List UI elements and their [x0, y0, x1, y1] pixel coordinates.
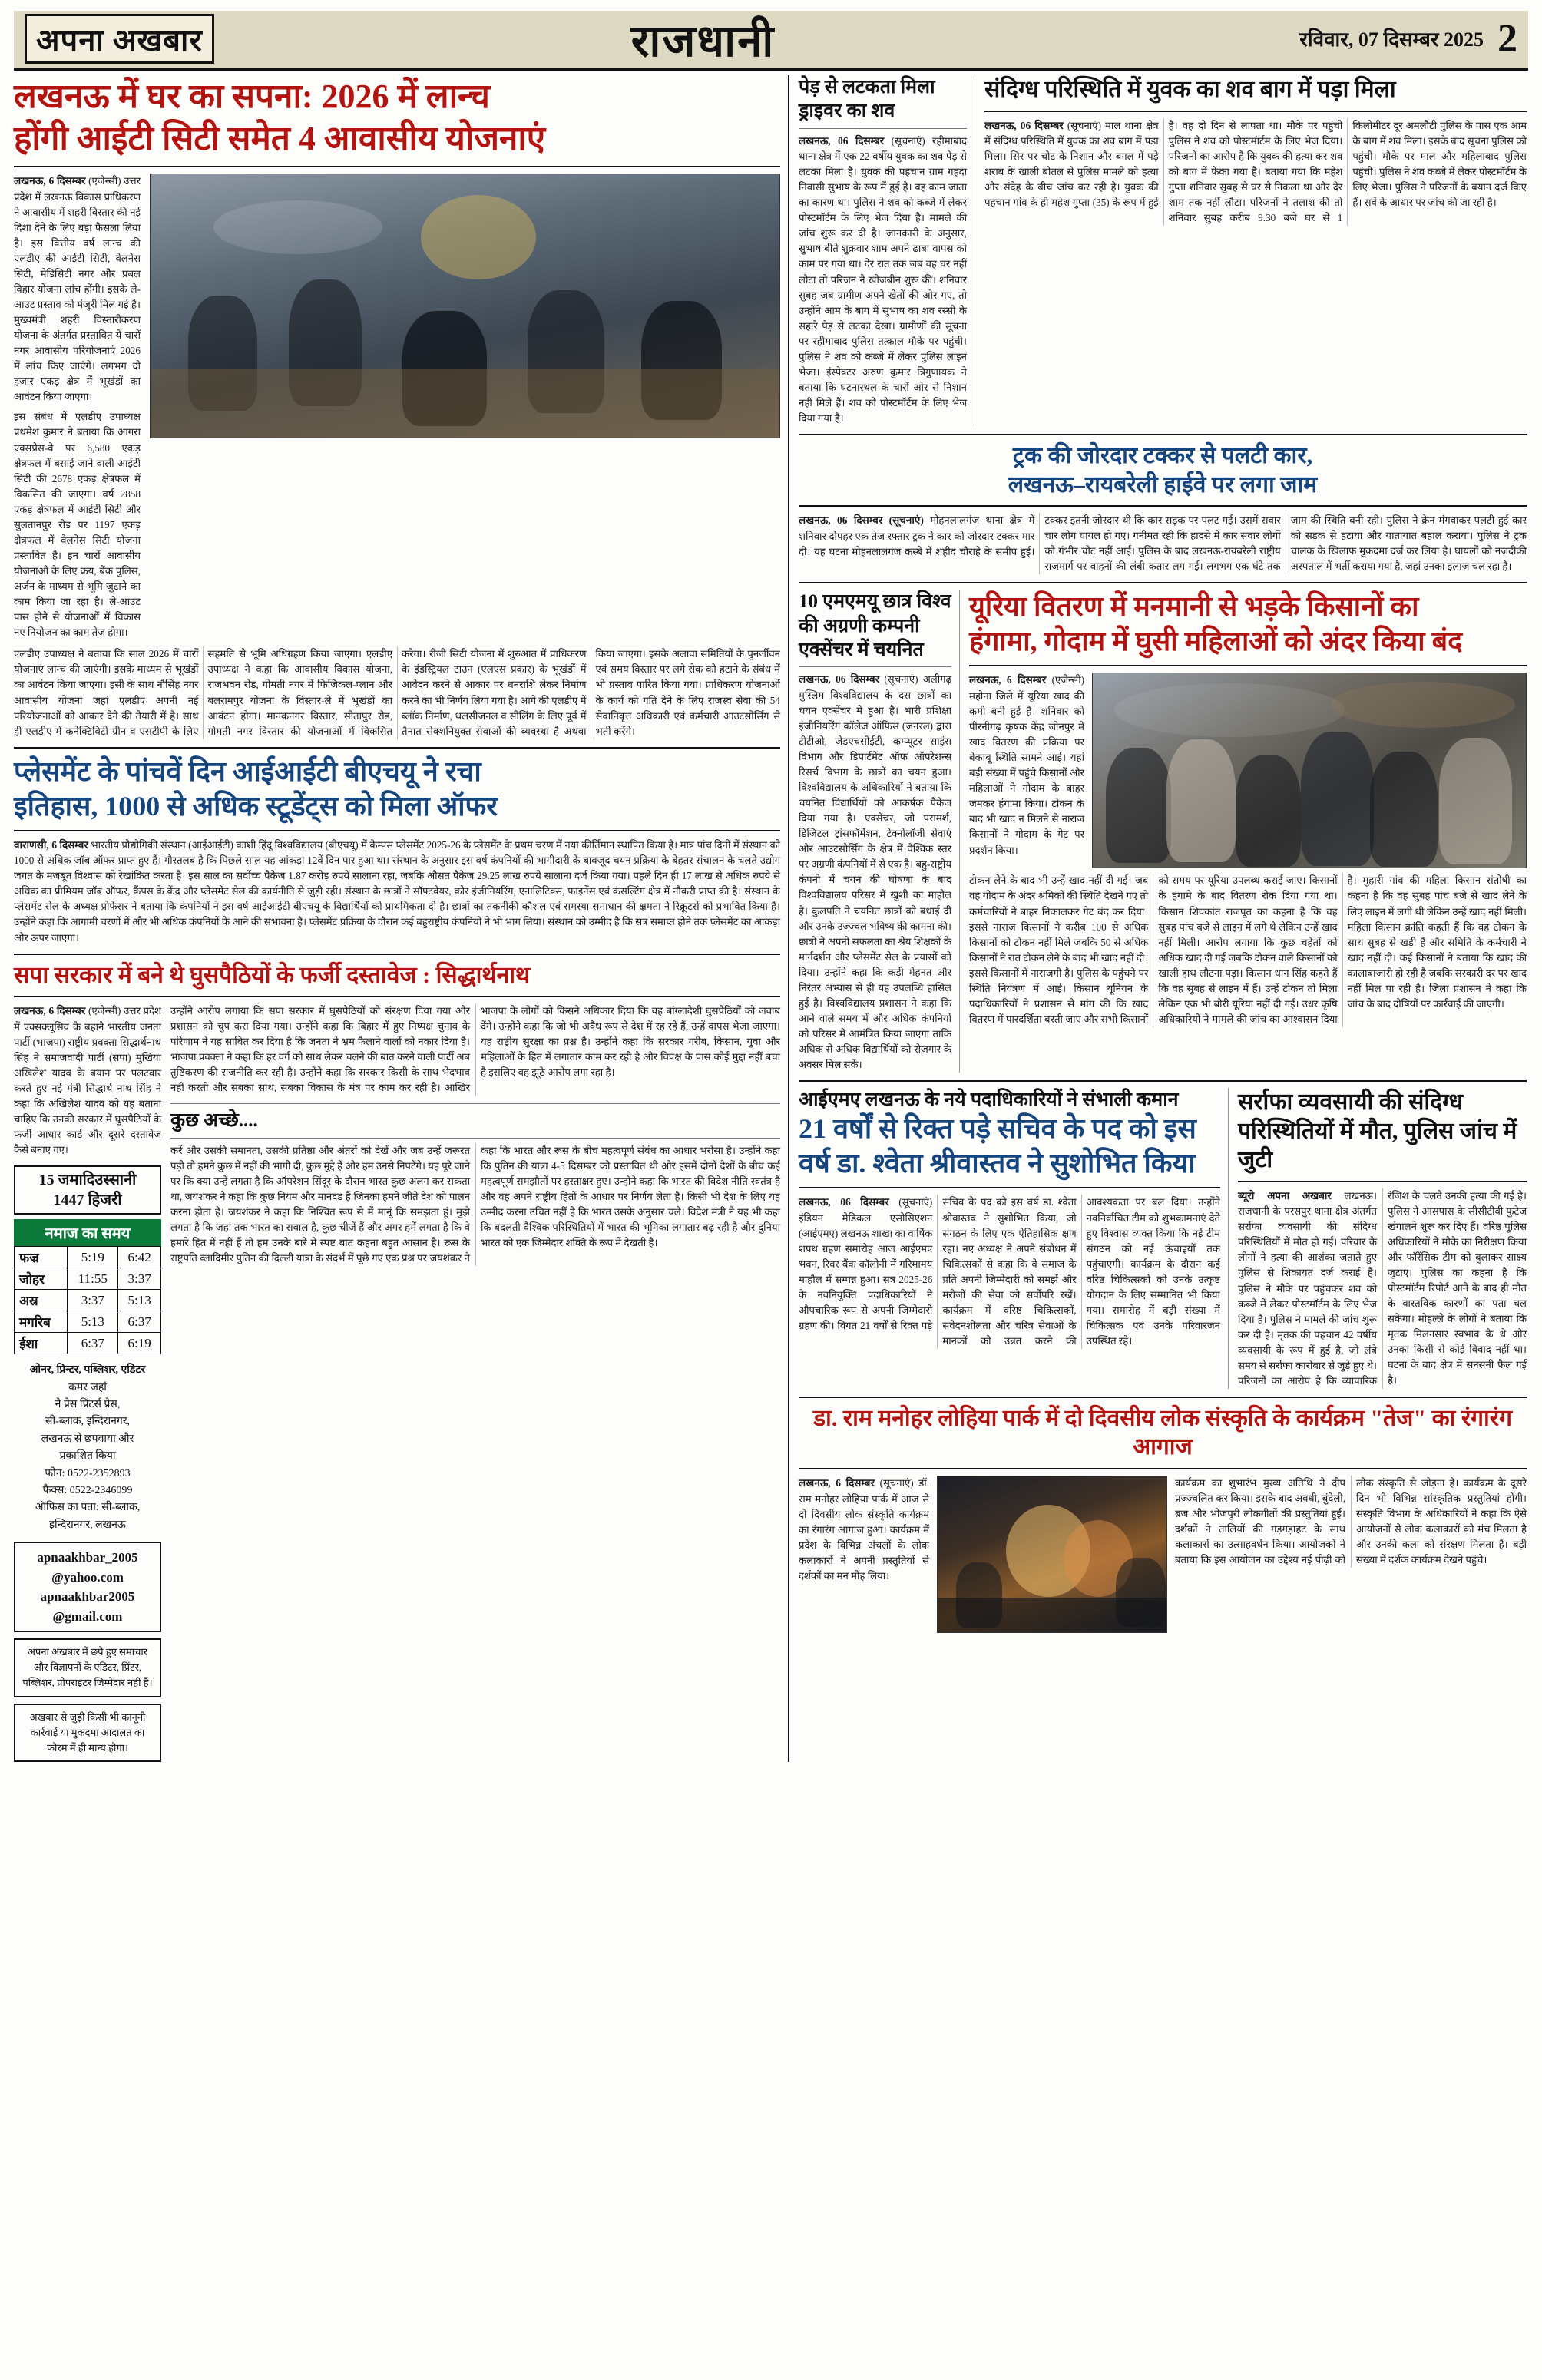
ima-headline-line2: 21 वर्षों से रिक्त पड़े सचिव के पद को इस — [799, 1113, 1196, 1145]
top-right-stories — [799, 75, 1527, 426]
namaz-t1-0: 5:19 — [68, 1247, 118, 1268]
lohia-dateline: लखनऊ, 6 दिसम्बर — [799, 1476, 875, 1489]
hanging-headline: पेड़ से लटकता मिला ड्राइवर का शव — [799, 77, 935, 122]
ima-para-4: कार्यक्रम के दौरान कई वरिष्ठ चिकित्सकों को उनके उत्कृष्ट योगदान के लिए सम्मानित भी किया गया। समारोह में बड़ी संख्या में चिकित्सक एवं उनके परिवारजन उपस्थित रहे। — [1086, 1258, 1220, 1347]
jeweller-para-0: लखनऊ। राजधानी के परसपुर थाना क्षेत्र अंतर्गत सर्राफा व्यवसायी की संदिग्ध परिस्थितियों में मौत हो गई। परिवार के लोगों ने हत्या की आशंका जताते हुए पुलिस से शिकायत दर्ज कराई है। — [1238, 1189, 1377, 1279]
urea-headline-line2: हंगामा, गोदाम में घुसी महिलाओं को अंदर किया बंद — [969, 626, 1463, 657]
namaz-t2-3: 6:37 — [118, 1311, 161, 1333]
lohia-para-1: कार्यक्रम का शुभारंभ मुख्य अतिथि ने दीप प्रज्ज्वलित कर किया। इसके बाद अवधी, बुंदेली, ब्रज और भोजपुरी लोकगीतों की प्रस्तुतियां हुईं। दर्शकों ने तालियों की गड़गड़ाहट के साथ कलाकारों का उत्साहवर्धन किया। — [1175, 1476, 1345, 1551]
table-row — [15, 1247, 161, 1268]
putin-body — [170, 1143, 780, 1267]
masthead-title: राजधानी — [630, 15, 776, 66]
urea-photo — [1092, 673, 1527, 868]
lohia-photo — [937, 1476, 1167, 1633]
ima-para-2: नए अध्यक्ष ने अपने संबोधन में चिकित्सकों से कहा कि वे समाज के प्रति अपनी जिम्मेदारी को समझें और मरीजों की सेवा को सर्वोपरि रखें। — [942, 1242, 1077, 1301]
lohia-agency: (सूचनाएं) — [879, 1476, 914, 1489]
article-urea — [969, 590, 1527, 1073]
ima-para-3: कार्यक्रम में वरिष्ठ चिकित्सकों, संवेदनशीलता और चरित्र सेवाओं के मानकों को उन्नत करने की आवश्यकता पर बल दिया। उन्होंने नवनिर्वाचित टीम को शुभकामनाएं देते हुए विश्वास व्यक्त किया कि नई टीम संगठन को नई ऊंचाइयों तक पहुंचाएगी। — [942, 1196, 1220, 1347]
truck-para-1: पुलिस ने ट्रक चालक के खिलाफ मुकदमा दर्ज कर लिया है। घायलों को नजदीकी अस्पताल में भर्ती कराया गया है, जहां उनका इलाज चल रहा है। — [1290, 530, 1527, 573]
email-1-user[interactable]: apnaakhbar_2005 — [37, 1550, 138, 1565]
article-lohia — [799, 1404, 1527, 1633]
urea-agency: (एजेन्सी) — [1051, 674, 1085, 686]
jeweller-byline: ब्यूरो अपना अखबार — [1238, 1189, 1332, 1202]
jeweller-body — [1238, 1188, 1527, 1389]
namaz-title: नमाज का समय — [14, 1219, 161, 1246]
namaz-t2-4: 6:19 — [118, 1333, 161, 1354]
imprint-fax: फैक्स: 0522-2346099 — [42, 1484, 133, 1496]
table-row — [15, 1290, 161, 1311]
urea-para-5: मुहारी गांव की महिला किसान संतोषी का कहना है कि वह सुबह पांच बजे से खाद लेने के लिए लाइन में लगी थी लेकिन उन्हें खाद नहीं मिली। महिला किसान क्रांति कहती हैं कि वह टोकन के साथ सुबह से खड़ी हैं और समिति के कर्मचारी ने खाद नहीं दी। — [1347, 874, 1527, 964]
email-box[interactable] — [14, 1542, 161, 1632]
namaz-name-2: अस्र — [15, 1290, 68, 1311]
placement-para-3: प्लेसमेंट प्रक्रिया के दौरान कई बहुराष्ट्रीय कंपनियों ने भी भाग लिया। संस्थान को उम्मीद है कि सत्र समाप्त होने तक प्लेसमेंट का आंकड़ा और ऊपर जाएगा। — [14, 916, 780, 944]
lead-body-columns — [14, 646, 780, 739]
lead-agency: (एजेन्सी) — [88, 175, 121, 187]
garden-para-0: माल थाना क्षेत्र में संदिग्ध परिस्थिति में युवक का शव बाग में पड़ा मिला। सिर पर चोट के निशान और बगल में पड़े शराब के खाली बोतल से पुलिस मामले को हत्या और संदेह के बीच जांच कर रही है। युवक की पहचान गांव के ही महेश गुप्ता (35) के रूप में हुई है। वह दो दिन से लापता था। मौके पर पहुंची पुलिस ने शव को पोस्टमॉर्टम के लिए भेज दिया। परिजनों का आरोप है कि युवक की हत्या कर शव को बाग में फेंका गया है। — [984, 119, 1343, 209]
putin-para-0: करें और उसकी समानता, उसकी प्रतिष्ठा और अंतरों को देखें और जब उन्हें जरूरत पड़ी तो हमने कुछ में नहीं की भागी दी, कुछ मुद्दे हैं और हम उनसे निपटेंगे। — [170, 1144, 470, 1172]
accenture-agency: (सूचनाएं) — [884, 673, 918, 686]
masthead-meta — [1299, 16, 1517, 61]
lower-right-stories — [799, 1088, 1527, 1389]
urea-para-1: टोकन लेने के बाद भी उन्हें खाद नहीं दी गई। जब वह गोदाम के अंदर श्रमिकों की स्थिति देखने गए तो कर्मचारियों ने बाहर निकालकर गेट बंद कर दिया। इससे नाराज किसानों ने करीब 100 से अधिक किसानों को टोकन नहीं मिले जबकि 50 से अधिक किसानों ने रात टोकन लेने के बाद भी खाद नहीं दी। इससे किसानों में नाराजगी है। — [969, 874, 1149, 979]
namaz-name-0: फज्र — [15, 1247, 68, 1268]
imprint-line-1: ने प्रेस प्रिंटर्स प्रेस, — [55, 1398, 121, 1410]
truck-body — [799, 513, 1527, 574]
lead-para-3: साथ ही एलडीए में कनेक्टिविटी ग्रीन व एसटीपी के लिए सहमति से भूमि अधिग्रहण किया जाएगा। एलडीए उपाध्यक्ष ने कहा कि आवासीय विकास योजना, राजभवन रोड, गोमती नगर में फिजिकल-प्लान और बलरामपुर योजना के विस्तार-ले में भूखंडों का आवंटन होगा। मानकनगर विस्तार, सीतापुर रोड, गोमती नगर विस्तार की योजनाओं में विकसित करेगा। — [14, 648, 426, 737]
mid-right-stories — [799, 590, 1527, 1073]
article-truck — [799, 441, 1527, 574]
putin-para-2: रूस के राष्ट्रपति व्लादिमीर पुतिन की दिल्ली यात्रा के संदर्भ में पूछे गए एक प्रश्न पर जयशंकर ने कहा कि भारत और रूस के बीच महत्वपूर्ण संबंध का आधार भरोसा है। उन्होंने कहा कि पुतिन की यात्रा 4-5 दिसम्बर को प्रस्तावित थी और इसमें दोनों देशों के बीच कई महत्वपूर्ण समझौतों पर हस्ताक्षर हुए। — [170, 1144, 780, 1264]
email-1-domain[interactable]: @yahoo.com — [51, 1569, 124, 1585]
namaz-t2-1: 3:37 — [118, 1268, 161, 1290]
urea-para-4: किसान धान सिंह कहते हैं कि वह सुबह से लाइन में हैं। उन्हें टोकन तो मिला लेकिन एक भी बोरी यूरिया नहीं दी गई। उधर कृषि अधिकारियों ने मामले की जांच का आश्वासन दिया है। — [1158, 874, 1357, 1025]
ima-dateline: लखनऊ, 06 दिसम्बर — [799, 1196, 889, 1208]
accenture-body — [799, 672, 951, 1073]
article-accenture — [799, 590, 960, 1073]
jeweller-para-2: परिजनों का आरोप है कि व्यापारिक रंजिश के चलते उनकी हत्या की गई है। पुलिस ने आसपास के सीसीटीवी फुटेज खंगालने शुरू कर दिए हैं। — [1238, 1189, 1527, 1387]
ima-agency: (सूचनाएं) — [898, 1196, 933, 1208]
jeweller-headline-line1: सर्राफा व्यवसायी की संदिग्ध — [1238, 1089, 1463, 1116]
lohia-para-0: डॉ. राम मनोहर लोहिया पार्क में आज से दो दिवसीय लोक संस्कृति कार्यक्रम का रंगारंग आगाज हुआ। कार्यक्रम में प्रदेश के विभिन्न अंचलों के लोक कलाकारों ने अपनी प्रस्तुतियों से दर्शकों का मन मोह लिया। — [799, 1476, 929, 1582]
putin-para-1: यह पूरे जाने पर कि क्या उन्हें लगता है कि ऑपरेशन सिंदूर के दौरान भारत कुछ अलग कर सकता था, जयशंकर ने कहा कि कुछ नियम और मानदंड हैं जिनका हमने जीते देश को पालन करना होता है। जयशंकर ने कहा कि निश्चित रूप से मैं मानूं कि समझता हूं। मुझे लगता है कि जहां तक भारत का सवाल है, कुछ चीजें हैं और अगर हमें लगता है कि वे हमारे हित में नहीं हैं तो हम उनके बारे में स्पष्ट बात कहना बहुत आसान है। — [170, 1159, 470, 1249]
accenture-para-4: विश्वविद्यालय प्रशासन ने कहा कि आने वाले समय में और अधिक कंपनियों को परिसर में आमंत्रित किया जाएगा ताकि अधिक से अधिक विद्यार्थियों को रोजगार के अवसर मिल सकें। — [799, 997, 952, 1071]
lead-para-6: प्राधिकरण योजनाओं के कार्य को गति देने के लिए राजस्व सेवा की 54 सेवानिवृत्त अधिकारी एवं कर्मचारी आउटसोर्सिंग से भर्ती करेंगे। — [595, 679, 781, 737]
namaz-t1-4: 6:37 — [68, 1333, 118, 1354]
lead-para-4: रीजी सिटी योजना में शुरुआत में प्राधिकरण के इंडस्ट्रियल टाउन (एलएस प्रकार) के भूखंडों में आवेदन करने से आकार पर धनराशि लेकर निर्माण करने का भी निर्णय लिया गया है। — [402, 648, 587, 706]
placement-para-0: भारतीय प्रौद्योगिकी संस्थान (आईआईटी) काशी हिंदू विश्वविद्यालय (बीएचयू) में कैम्पस प्लेसमेंट 2025-26 के प्लेसमेंट के प्रथम चरण में नया कीर्तिमान स्थापित किया है। मात्र पांच दिनों में संस्थान को 1000 से अधिक जॉब ऑफर प्राप्त हुए हैं। गौरतलब है कि पिछले साल यह आंकड़ा 12वें दिन पार हुआ था। संस्थान के अनुसार इस वर्ष कंपनियों की भागीदारी के बावजूद चयन प्रक्रिया के बेहतर संचालन के चलते उद्योग जगत के मजबूत विश्वास को रेखांकित करता है। — [14, 838, 780, 882]
sp-para-0: उत्तर प्रदेश में एक्सक्लूसिव के बहाने भारतीय जनता पार्टी (भाजपा) राष्ट्रीय प्रवक्ता सिद्धार्थनाथ सिंह ने समाजवादी पार्टी (सपा) मुखिया अखिलेश यादव के बयान पर पलटवार करते हुए नई मंत्री सिद्धार्थ नाथ सिंह ने कहा कि अखिलेश यादव को यह बताना चाहिए कि उनकी सरकार में घुसपैठियों के फर्जी आधार कार्ड और दूसरे दस्तावेज कैसे बनाए गए। — [14, 1005, 161, 1156]
table-row — [15, 1311, 161, 1333]
urea-para-6: कई किसानों ने बताया कि खाद की कालाबाजारी हो रही है जबकि सरकारी दर पर खाद नहीं मिल पा रही है। जिला प्रशासन ने कहा कि जांच के बाद दोषियों पर कार्रवाई की जाएगी। — [1347, 951, 1527, 1010]
accenture-headline-line2: की अग्रणी कम्पनी — [799, 615, 920, 636]
accenture-para-1: विश्वविद्यालय के अधिकारियों ने बताया कि चयनित विद्यार्थियों को आकर्षक पैकेज दिया गया है। एक्सेंचर, जो परामर्श, डिजिटल ट्रांसफॉर्मेशन, टेक्नोलॉजी सेवाएं और आउटसोर्सिंग के क्षेत्र में वैश्विक स्तर पर अग्रणी कंपनियों में से एक है। — [799, 782, 951, 871]
imprint-line-0: कमर जहां — [68, 1381, 107, 1393]
lead-headline-line1: लखनऊ में घर का सपना: 2026 में लान्च — [14, 78, 490, 115]
namaz-name-1: जोहर — [15, 1268, 68, 1290]
accenture-para-0: अलीगढ़ मुस्लिम विश्वविद्यालय के दस छात्रों का चयन एक्सेंचर में हुआ है। भारी प्रशिक्षा इंजीनियरिंग कॉलेज ऑफिस (जनरल) द्वारा टीटीओ, जेडएचसीईटी, कम्प्यूटर साइंस विभाग और डिपार्टमेंट ऑफ ऑपरेशन्स रिसर्च विभाग के छात्रों का चयन हुआ। — [799, 673, 951, 778]
imprint-office-line2: इन्दिरानगर, लखनऊ — [49, 1519, 126, 1531]
putin-para-3: उन्होंने कहा कि भारत की विदेश नीति स्वतंत्र है और वह अपने राष्ट्रीय हितों के आधार पर निर्णय लेता है। किसी भी देश के लिए यह उम्मीद करना उचित नहीं है कि भारत उसके अनुसार चले। — [481, 1175, 780, 1218]
hijri-date-box — [14, 1165, 161, 1215]
sp-body-cols — [170, 1003, 780, 1096]
masthead-date: रविवार, 07 दिसम्बर 2025 — [1299, 28, 1484, 51]
hijri-line1: 15 जमादिउस्सानी — [38, 1172, 137, 1189]
lead-para-1: इस संबंध में एलडीए उपाध्यक्ष प्रथमेश कुमार ने बताया कि आगरा एक्सप्रेस-वे पर 6,580 एकड़ क्षेत्रफल में बसाई जाने वाली आईटी सिटी की 2678 एकड़ क्षेत्रफल में विकसित की जाएगा। वर्ष 2858 एकड़ क्षेत्रफल में आईटी सिटी और सुलतानपुर रोड पर 1197 एकड़ क्षेत्रफल में वेलनेस सिटी योजना प्रस्तावित है। इन चारों आवासीय योजनाओं के लिए क्रय, बैंक पुलिस, अर्जन के माध्यम से भूमि जुटाने का काम किया जा रहा है। ले-आउट पास होने से योजनाओं में विकास नए नियोजन का काम तेज होगा। — [14, 411, 141, 639]
masthead-logo: अपना अखबार — [25, 14, 214, 64]
lohia-para-2: आयोजकों ने बताया कि इस आयोजन का उद्देश्य नई पीढ़ी को लोक संस्कृति से जोड़ना है। कार्यक्रम के दूसरे दिन भी विभिन्न सांस्कृतिक प्रस्तुतियां होंगी। — [1175, 1476, 1527, 1566]
namaz-name-3: मगरिब — [15, 1311, 68, 1333]
urea-para-2: पुलिस के पहुंचने पर स्थिति नियंत्रण में आई। किसान यूनियन के पदाधिकारियों ने प्रशासन से मांग की कि खाद वितरण में पारदर्शिता बरती जाए और सभी किसानों को समय पर यूरिया उपलब्ध कराई जाए। — [969, 874, 1306, 1025]
page-number: 2 — [1497, 16, 1517, 61]
article-jeweller — [1238, 1088, 1527, 1389]
masthead — [14, 11, 1528, 71]
lead-para-5: आगे की एलडीए में ब्लॉक निर्माण, थलसीजनल व सीलिंग के लिए पूर्व में तैनात सेक्शनियुक्त सेवाओं की व्यवस्था है अथवा किया जाएगा। इसके अलावा समितियों के पुनर्जीवन एवं समय विस्तार पर लगे रोक को हटाने के संबंध में भी प्रस्ताव पारित किया गया। — [402, 648, 780, 737]
hanging-agency: (सूचनाएं) — [891, 134, 925, 147]
right-column-region — [789, 75, 1527, 1762]
urea-dateline: लखनऊ, 6 दिसम्बर — [969, 674, 1047, 686]
placement-body — [14, 838, 780, 946]
table-row — [15, 1333, 161, 1354]
imprint-office-line1: ऑफिस का पता: सी-ब्लाक, — [35, 1502, 141, 1514]
accenture-headline-line1: 10 एमएमयू छात्र विश्व — [799, 591, 951, 613]
article-lead — [14, 75, 780, 739]
email-2-user[interactable]: apnaakhbar2005 — [40, 1589, 135, 1605]
article-sp — [14, 961, 780, 1762]
page-content — [14, 75, 1528, 1762]
placement-dateline: वाराणसी, 6 दिसम्बर — [14, 838, 88, 851]
urea-para-3: किसानों के हंगामे के बाद वितरण रोक दिया गया था। किसान शिवकांत राजपूत का कहना है कि वह सुबह पांच बजे से लाइन में लगे थे लेकिन उन्हें खाद नहीं मिली। आरोप लगाया कि कुछ चहेतों को अधिक खाद दी गई जबकि टोकन वाले किसानों को खाली हाथ लौटना पड़ा। — [1158, 874, 1338, 979]
ima-headline-line3: वर्ष डा. श्वेता श्रीवास्तव ने सुशोभित किया — [799, 1148, 1196, 1179]
garden-para-1: बताया गया कि महेश गुप्ता शनिवार सुबह से घर से निकला था और देर शाम तक नहीं लौटा। परिजनों ने तलाश की तो शनिवार सुबह करीब 9.30 बजे घर से 1 किलोमीटर दूर अमलौटी पुलिस के पास एक आम के बाग में शव मिला। इसके बाद सूचना पुलिस को पहुंची। मौके पर माल और महिलाबाद पुलिस पहुंची। पुलिस ने शव कब्जे में लेकर पोस्टमॉर्टम के लिए भेजा। पुलिस ने परिजनों के बयान दर्ज किए हैं। सर्वे के आधार पर जांच की जा रही है। — [1168, 119, 1527, 223]
jeweller-headline-line2: परिस्थितियों में मौत, पुलिस जांच में जुटी — [1238, 1118, 1517, 1173]
lead-headline-line2: होंगी आईटी सिटी समेत 4 आवासीय योजनाएं — [14, 120, 546, 157]
garden-body — [984, 118, 1527, 226]
ima-para-0: इंडियन मेडिकल एसोसिएशन (आईएमए) लखनऊ शाखा का वार्षिक शपथ ग्रहण समारोह आज आईएमए भवन, रिवर बैंक कॉलोनी में गरिमामय माहौल में सम्पन्न हुआ। — [799, 1211, 933, 1286]
accenture-para-3: छात्रों ने अपनी सफलता का श्रेय शिक्षकों के मार्गदर्शन और प्लेसमेंट सेल के प्रयासों को दिया। उन्होंने कहा कि कड़ी मेहनत और निरंतर अभ्यास से ही यह उपलब्धि हासिल हुई है। — [799, 935, 951, 1009]
lohia-body — [1175, 1476, 1527, 1568]
truck-para-0: मोहनलालगंज थाना क्षेत्र में शनिवार दोपहर एक तेज रफ्तार ट्रक ने कार को जोरदार टक्कर मार दी। यह घटना मोहनलालगंज कस्बे में शहीद चौराहे के समीप हुई। टक्कर इतनी जोरदार थी कि कार सड़क पर पलट गई। उसमें सवार चार लोग घायल हो गए। गनीमत रही कि हादसे में कार सवार लोगों को गंभीर चोट नहीं आई। पुलिस के बाद लखनऊ-रायबरेली राष्ट्रीय राजमार्ग पर वाहनों की लंबी कतार लग गई। लगभग एक घंटे तक जाम की स्थिति बनी रही। पुलिस ने क्रेन मंगवाकर पलटी हुई कार को सड़क से हटाया और यातायात बहाल कराया। — [799, 514, 1527, 573]
lead-photo — [150, 174, 780, 438]
placement-headline-line1: प्लेसमेंट के पांचवें दिन आईआईटी बीएचयू ने रचा — [14, 755, 481, 787]
ima-para-1: सत्र 2025-26 के नवनियुक्ति पदाधिकारियों ने औपचारिक रूप से अपनी जिम्मेदारी ग्रहण की। विगत 21 वर्षों से रिक्त पड़े सचिव के पद को इस वर्ष डा. श्वेता श्रीवास्तव ने सुशोभित किया, जो संगठन के लिए एक ऐतिहासिक क्षण रहा। — [799, 1196, 1077, 1332]
article-ima — [799, 1088, 1229, 1389]
putin-para-4: विदेश मंत्री ने यह भी कहा कि बदलती वैश्विक परिस्थितियों में भारत की भूमिका लगातार बढ़ रही है और दुनिया भारत को एक जिम्मेदार शक्ति के रूप में देखती है। — [481, 1205, 781, 1249]
garden-agency: (सूचनाएं) — [1067, 119, 1101, 131]
email-2-domain[interactable]: @gmail.com — [52, 1608, 123, 1624]
namaz-timing-table — [14, 1246, 161, 1354]
putin-headline: कुछ अच्छे.... — [170, 1110, 258, 1132]
namaz-t1-3: 5:13 — [68, 1311, 118, 1333]
accenture-para-2: बहु-राष्ट्रीय कंपनी में चयन की घोषणा के बाद विश्वविद्यालय परिसर में खुशी का माहौल है। कुलपति ने चयनित छात्रों को बधाई दी और उनके उज्ज्वल भविष्य की कामना की। — [799, 858, 951, 932]
namaz-t2-0: 6:42 — [118, 1247, 161, 1268]
jeweller-para-1: पुलिस ने मौके पर पहुंचकर शव को कब्जे में लेकर पोस्टमॉर्टम के लिए भेज दिया है। पुलिस ने मामले की जांच शुरू कर दी है। मृतक की पहचान 42 वर्षीय व्यवसायी के रूप में हुई है, जो लंबे समय से सर्राफा कारोबार से जुड़े हुए थे। — [1238, 1282, 1377, 1371]
sp-body-col1 — [14, 1003, 161, 1158]
urea-para-0: महोना जिले में यूरिया खाद की कमी बनी हुई है। शनिवार को पीरनीगढ़ कृषक केंद्र जोनपुर में खाद वितरण की प्रक्रिया पर बेकाबू स्थिति सामने आई। यहां बड़ी संख्या में पहुंचे किसानों और महिलाओं ने गोदाम के बाहर जमकर हंगामा किया। टोकन के बाद भी खाद न मिलने से नाराज किसानों ने गोदाम के गेट पर प्रदर्शन किया। — [969, 689, 1084, 856]
left-column-region — [14, 75, 789, 1762]
ima-headline-line1: आईएमए लखनऊ के नये पदाधिकारियों ने संभाली कमान — [799, 1089, 1179, 1111]
namaz-t2-2: 5:13 — [118, 1290, 161, 1311]
truck-dateline: लखनऊ, 06 दिसम्बर (सूचनाएं) — [799, 514, 924, 527]
accenture-dateline: लखनऊ, 06 दिसम्बर — [799, 673, 880, 686]
urea-body — [969, 873, 1527, 1027]
urea-headline-line1: यूरिया वितरण में मनमानी से भड़के किसानों का — [969, 591, 1419, 623]
imprint-line-4: प्रकाशित किया — [59, 1450, 116, 1463]
namaz-t1-2: 3:37 — [68, 1290, 118, 1311]
sp-para-2: भाजपा प्रवक्ता ने कहा कि हर वर्ग को साथ लेकर चलने की बात करने वाली पार्टी अब तुष्टिकरण की राजनीति कर रही है। उन्होंने कहा कि सरकार किसी के साथ भेदभाव नहीं करती और सबका साथ, सबका विकास के मंत्र पर काम कर रही है। — [170, 1051, 470, 1094]
lead-para-2: एलडीए उपाध्यक्ष ने बताया कि साल 2026 में चारों योजनाएं लान्च की जाएंगी। इसके माध्यम से भूखंडों का आवंटन किया जाएगा। इसी के साथ नौसिंह नगर आवासीय योजना जहां एलडीए अपनी नई परियोजनाओं को आकार देने की तैयारी में है। — [14, 648, 199, 722]
ima-body — [799, 1195, 1220, 1349]
sp-para-3: आखिर भाजपा के लोगों को किसने अधिकार दिया कि वह बांग्लादेशी घुसपैठियों को जवाब देंगे। उन्होंने कहा कि जो भी अवैध रूप से देश में रह रहे हैं, उन्हें वापस भेजा जाएगा। यह राष्ट्रीय सुरक्षा का प्रश्न है। — [444, 1005, 780, 1094]
lohia-intro — [799, 1476, 929, 1584]
article-hanging — [799, 75, 975, 426]
urea-intro — [969, 673, 1084, 858]
imprint-line-2: सी-ब्लाक, इन्दिरानगर, — [45, 1416, 130, 1428]
sp-dateline: लखनऊ, 6 दिसम्बर — [14, 1005, 86, 1017]
namaz-t1-1: 11:55 — [68, 1268, 118, 1290]
jeweller-para-3: वरिष्ठ पुलिस अधिकारियों ने मौके का निरीक्षण किया और फॉरेंसिक टीम को बुलाकर साक्ष्य जुटाए। पुलिस का कहना है कि पोस्टमॉर्टम रिपोर्ट आने के बाद ही मौत के वास्तविक कारणों का पता चल सकेगा। — [1388, 1220, 1527, 1325]
hanging-para-1: जानकारी के अनुसार, सुभाष बीते शुक्रवार शाम अपने ढाबा वापस को काम पर गया था। देर रात तक जब वह घर नहीं लौटा तो परिजन ने खोजबीन शुरू की। शनिवार सुबह जब ग्रामीण अपने खेतों की ओर गए, तो उन्होंने आम के बाग में सुभाष का शव रस्सी के सहारे पेड़ से लटका देखा। ग्रामीणों की सूचना पर रहीमाबाद पुलिस तत्काल मौके पर पहुंची। पुलिस ने शव को कब्जे में लेकर पुलिस लाइन भेजा। इंस्पेक्टर अरुण कुमार त्रिगुणायक ने बताया कि घटनास्थल के चारों ओर से निशान नहीं मिले हैं। शव को पोस्टमॉर्टम के लिए भेज दिया गया है। — [799, 227, 967, 425]
truck-headline-line2: लखनऊ–रायबरेली हाईवे पर लगा जाम — [1008, 471, 1318, 497]
disclaimer-note-1: अपना अखबार में छपे हुए समाचार और विज्ञापनों के एडिटर, प्रिंटर, पब्लिशर, प्रोपराइटर जिम्मेदार नहीं हैं। — [14, 1638, 161, 1697]
placement-para-2: संस्थान के प्लेसमेंट सेल के अध्यक्ष प्रोफेसर ने बताया कि कंपनियों ने इस वर्ष आईआईटी बीएचयू के विद्यार्थियों को प्राथमिकता दी है। छात्रों का तकनीकी कौशल एवं समस्या समाधान की क्षमता ने रिक्रूटर्स को प्रभावित किया है। उन्होंने कहा कि आगामी चरणों में और भी अधिक कंपनियों के आने की संभावना है। — [14, 885, 780, 928]
imprint-block — [14, 1362, 161, 1534]
garden-headline: संदिग्ध परिस्थिति में युवक का शव बाग में पड़ा मिला — [984, 77, 1396, 102]
hanging-body — [799, 134, 967, 427]
namaz-name-4: ईशा — [15, 1333, 68, 1354]
garden-dateline: लखनऊ, 06 दिसम्बर — [984, 119, 1064, 131]
placement-para-1: इस साल का सर्वोच्च पैकेज 1.87 करोड़ रुपये सालाना रहा, जबकि औसत पैकेज 29.25 लाख रुपये सालाना दर्ज किया गया। पहले दिन ही 17 लाख से अधिक रुपये से अधिक का प्रीमियम जॉब ऑफर, कैंपस के केंद्र और प्लेसमेंट सेल की कार्यनीति से जुड़ी रही। संस्थान के छात्रों ने सॉफ्टवेयर, कोर इंजीनियरिंग, एनालिटिक्स, फाइनेंस एवं कंसल्टिंग क्षेत्र में नौकरी प्राप्त की है। — [14, 870, 781, 897]
article-body-garden — [984, 75, 1527, 426]
article-placement — [14, 755, 780, 946]
lohia-headline: डा. राम मनोहर लोहिया पार्क में दो दिवसीय लोक संस्कृति के कार्यक्रम "तेज" का रंगारंग आगाज — [813, 1405, 1512, 1460]
sp-para-1: उन्होंने आरोप लगाया कि सपा सरकार में घुसपैठियों को संरक्षण दिया गया और प्रशासन को चुप करा दिया गया। उन्होंने कहा कि बिहार में हुए निष्पक्ष चुनाव के परिणाम ने यह साबित कर दिया है कि जनता ने भ्रम फैलाने वालों को नकार दिया है। — [170, 1005, 470, 1048]
hijri-line2: 1447 हिजरी — [53, 1192, 122, 1209]
sp-para-4: उन्होंने कहा कि सरकार गरीब, किसान, युवा और महिलाओं के हित में लगातार काम कर रही है और विपक्ष के पास कोई मुद्दा नहीं बचा है इसलिए वह झूठे आरोप लगा रहा है। — [481, 1036, 780, 1079]
accenture-headline-line3: एक्सेंचर में चयनित — [799, 639, 924, 660]
imprint-phone: फोन: 0522-2352893 — [45, 1467, 131, 1479]
sp-agency: (एजेन्सी) — [88, 1005, 121, 1017]
table-row — [15, 1268, 161, 1290]
lead-para-0: उत्तर प्रदेश में लखनऊ विकास प्राधिकरण ने आवासीय में शहरी विस्तार की नई दिशा देने के लिए बड़ा फैसला लिया है। इस वित्तीय वर्ष लान्च की एलडीए की आईटी सिटी, वेलनेस सिटी, मेडिसिटी नगर और प्रबल विहार योजना लांच होंगी। इसके ले-आउट प्रस्ताव को मंजूरी मिल गई है। मुख्यमंत्री शहरी विस्तारीकरण योजना के अंतर्गत प्रस्तावित ये चारों नगर आवासीय परियोजनाएं 2026 में लांच किए जाएंगे। लगभग दो हजार एकड़ क्षेत्र में भूखंडों का आवंटन किया जाएगा। — [14, 175, 141, 403]
disclaimer-note-2: अखबार से जुड़ी किसी भी कानूनी कार्रवाई या मुकदमा आदालत का फोरम में ही मान्य होगा। — [14, 1704, 161, 1762]
placement-headline-line2: इतिहास, 1000 से अधिक स्टूडेंट्स को मिला ऑफर — [14, 790, 498, 821]
jeweller-para-4: मोहल्ले के लोगों ने बताया कि मृतक मिलनसार स्वभाव के थे और उनका किसी से कोई विवाद नहीं था। घटना के बाद क्षेत्र में सनसनी फैल गई है। — [1388, 1313, 1527, 1387]
imprint-roles: ओनर, प्रिन्टर, पब्लिशर, एडिटर — [29, 1364, 146, 1377]
imprint-line-3: लखनऊ से छपवाया और — [41, 1433, 134, 1445]
truck-headline-line1: ट्रक की जोरदार टक्कर से पलटी कार, — [1012, 443, 1313, 469]
sp-headline: सपा सरकार में बने थे घुसपैठियों के फर्जी दस्तावेज : सिद्धार्थनाथ — [14, 962, 531, 988]
lead-dateline: लखनऊ, 6 दिसम्बर — [14, 175, 86, 187]
hanging-dateline: लखनऊ, 06 दिसम्बर — [799, 134, 885, 147]
lohia-para-3: संस्कृति विभाग के अधिकारियों ने कहा कि ऐसे आयोजनों से लोक कलाकारों को मंच मिलता है और उनकी कला को संरक्षण मिलता है। बड़ी संख्या में दर्शक कार्यक्रम देखने पहुंचे। — [1356, 1508, 1527, 1566]
hanging-para-0: रहीमाबाद थाना क्षेत्र में एक 22 वर्षीय युवक का शव पेड़ से लटका मिला है। युवक की पहचान ग्राम गहदा निवासी सुभाष के रूप में हुई है। वह काम जाता का कारण था। पुलिस ने शव को कब्जे में लेकर पोस्टमॉर्टम के लिए भेज दिया है। मामले की जांच शुरू कर दी है। — [799, 134, 968, 240]
